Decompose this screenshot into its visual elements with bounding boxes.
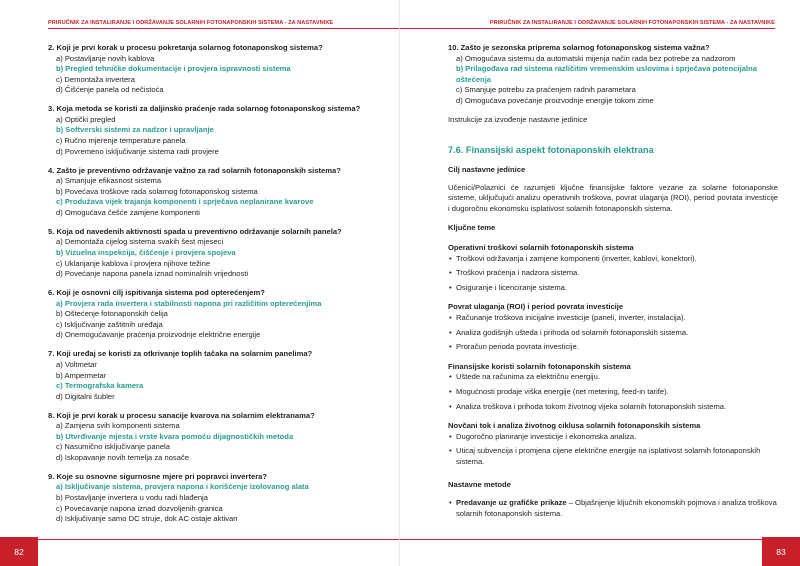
quiz-questions (48, 43, 366, 533)
topic-heading: Finansijske koristi solarnih fotonaponskih sistema (448, 361, 631, 371)
answer-option: b) Povećava troškove rada solarnog fotonaponskog sistema (56, 186, 258, 196)
method-name: Predavanje uz grafičke prikaze (456, 498, 567, 508)
answer-option: c) Demontaža invertera (56, 74, 135, 84)
bullet-item: • Uticaj subvencija i promjena cijene električne energije na isplativost solarnih fotonaponskih sistema. (448, 446, 778, 467)
answer-option: c) Isključivanje zaštitnih uređaja (56, 319, 163, 329)
answer-option: c) Nasumično isključivanje panela (56, 442, 170, 452)
question-title: 9. Koje su osnovne sigurnosne mjere pri popravci invertera? (48, 471, 268, 481)
question-title: 10. Zašto je sezonska priprema solarnog fotonaponskog sistema važna? (448, 43, 710, 52)
answer-option: a) Smanjuje efikasnost sistema (56, 176, 162, 186)
topic-heading: Operativni troškovi solarnih fotonaponskih sistema (448, 243, 634, 253)
question-6 (48, 288, 366, 341)
answer-option: d) Povremeno isključivanje sistema radi provjere (56, 146, 219, 156)
goal-text: Učenici/Polaznici će razumjeti ključne finansijske faktore vezane za solarne fotonaponske sisteme, uključujući analizu operativnih troškova, povrat ulaganja (ROI), period povrata investicije i dugoročnu ekonomsku isplativost solarnih fotonaponskih sistema. (448, 182, 778, 213)
question-5 (48, 227, 366, 280)
footer-rule (38, 539, 399, 540)
question-4 (48, 166, 366, 219)
answer-option: d) Digitalni šubler (56, 391, 115, 401)
correct-answer-option: c) Produžava vijek trajanja komponenti i sprječava neplanirane kvarove (56, 197, 314, 207)
correct-answer-option: c) Termografska kamera (56, 381, 144, 391)
answer-option: a) Omogućava sistemu da automatski mijenja način rada bez potrebe za nadzorom (456, 53, 736, 63)
answer-option: b) Postavljanje invertera u vodu radi hlađenja (56, 493, 208, 503)
question-2 (48, 43, 366, 96)
correct-answer-option: a) Isključivanje sistema, provjera napona i korišćenje izolovanog alata (56, 482, 309, 492)
question-9 (48, 472, 366, 525)
answer-option: d) Povećanje napona panela iznad nominalnih vrijednosti (56, 269, 249, 279)
answer-option: a) Postavljanje novih kablova (56, 53, 155, 63)
bullet-item: • Proračun perioda povrata investicije. (448, 342, 778, 353)
question-title: 3. Koja metoda se koristi za daljinsko praćenje rada solarnog fotonaponskog sistema? (48, 104, 361, 114)
answer-option: c) Smanjuje potrebu za praćenjem radnih parametara (456, 85, 636, 95)
question-title: 7. Koji uređaj se koristi za otkrivanje toplih tačaka na solarnim panelima? (48, 349, 313, 359)
method-item (448, 498, 778, 519)
running-header: PRIRUČNIK ZA INSTALIRANJE I ODRŽAVANJE SOLARNIH FOTONAPONSKIH SISTEMA - ZA NASTAVNIKE (48, 20, 334, 26)
methods-heading: Nastavne metode (448, 479, 511, 489)
answer-option: b) Oštećenje fotonaponskih ćelija (56, 309, 168, 319)
bullet-item: • Uštede na računima za električnu energiju. (448, 372, 778, 383)
topic-heading: Novčani tok i analiza životnog ciklusa solarnih fotonaponskih sistema (448, 421, 701, 431)
question-10 (448, 43, 778, 107)
page-number: 83 (762, 537, 800, 566)
answer-option: c) Povećavanje napona iznad dozvoljenih granica (56, 503, 223, 513)
correct-answer-option: a) Provjera rada invertera i stabilnosti napona pri različitim opterećenjima (56, 298, 322, 308)
bullet-item: • Osiguranje i licenciranje sistema. (448, 283, 778, 294)
answer-option: d) Isključivanje samo DC struje, dok AC ostaje aktivan (56, 514, 238, 524)
header-rule (48, 28, 399, 29)
answer-option: d) Omogućava povećanje proizvodnje energije tokom zime (456, 95, 654, 105)
correct-answer-option: b) Pregled tehničke dokumentacije i provjera ispravnosti sistema (56, 64, 291, 74)
correct-answer-option: b) Vizuelna inspekcija, čišćenje i provjera spojeva (56, 247, 236, 257)
bullet-item: • Troškovi održavanja i zamjene komponenti (inverter, kablovi, konektori). (448, 254, 778, 265)
answer-option: d) Iskopavanje novih temelja za nosače (56, 452, 189, 462)
bullet-item: • Računanje troškova inicijalne investicije (paneli, inverter, instalacija). (448, 313, 778, 324)
section-title: 7.6. Finansijski aspekt fotonaponskih elektrana (448, 145, 654, 156)
footer-rule (400, 539, 762, 540)
correct-answer-option: b) Utvrđivanje mjesta i vrste kvara pomoću dijagnostičkih metoda (56, 431, 294, 441)
question-title: 5. Koja od navedenih aktivnosti spada u preventivno održavanje solarnih panela? (48, 226, 342, 236)
page-number: 82 (0, 537, 38, 566)
answer-option: d) Onemogućavanje praćenja proizvodnje električne energije (56, 330, 261, 340)
bullet-item: • Analiza godišnjih ušteda i prihoda od solarnih fotonaponskih sistema. (448, 328, 778, 339)
answer-options (448, 54, 778, 107)
question-3 (48, 104, 366, 157)
correct-answer-option: b) Softverski sistemi za nadzor i upravljanje (56, 125, 214, 135)
answer-option: a) Optički pregled (56, 114, 116, 124)
answer-option: d) Čišćenje panela od nečistoća (56, 85, 164, 95)
question-7 (48, 349, 366, 402)
header-rule (400, 28, 775, 29)
question-8 (48, 411, 366, 464)
correct-answer-option: b) Prilagođava rad sistema različitim vremenskim uslovima i sprječava potencijalna oštećenja (456, 64, 757, 84)
answer-option: a) Zamjena svih komponenti sistema (56, 421, 180, 431)
bullet-item: • Mogućnosti prodaje viška energije (net metering, feed-in tarife). (448, 387, 778, 398)
question-title: 2. Koji je prvi korak u procesu pokretanja solarnog fotonaponskog sistema? (48, 43, 323, 52)
question-title: 4. Zašto je preventivno održavanje važno za rad solarnih fotonaponskih sistema? (48, 165, 341, 175)
answer-option: b) Ampermetar (56, 370, 107, 380)
answer-option: d) Omogućava češće zamjene komponenti (56, 207, 200, 217)
bullet-item: • Troškovi praćenja i nadzora sistema. (448, 268, 778, 279)
answer-option: a) Demontaža cijelog sistema svakih šest mjeseci (56, 237, 224, 247)
answer-option: c) Ručno mjerenje temperature panela (56, 136, 186, 146)
goal-heading: Cilj nastavne jedinice (448, 165, 526, 175)
bullet-item: • Dugoročno planiranje investicije i ekonomska analiza. (448, 432, 778, 443)
topics-list (448, 243, 778, 468)
answer-option: a) Voltmetar (56, 359, 97, 369)
topic-heading: Povrat ulaganja (ROI) i period povrata investicije (448, 302, 624, 312)
right-page (400, 0, 800, 566)
instructions-label: Instrukcije za izvođenje nastavne jedinice (448, 114, 588, 124)
bullet-item: • Analiza troškova i prihoda tokom životnog vijeka solarnih fotonaponskih sistema. (448, 402, 778, 413)
answer-option: c) Uklanjanje kablova i provjera njihove težine (56, 258, 211, 268)
key-topics-heading: Ključne teme (448, 223, 496, 233)
running-header: PRIRUČNIK ZA INSTALIRANJE I ODRŽAVANJE SOLARNIH FOTONAPONSKIH SISTEMA - ZA NASTAVNIKE (489, 20, 775, 26)
question-title: 8. Koji je prvi korak u procesu sanacije kvarova na solarnim elektranama? (48, 410, 315, 420)
method-text: – Objašnjenje ključnih ekonomskih pojmova i analiza troškova solarnih fotonaponskih sistema. (456, 498, 777, 518)
question-title: 6. Koji je osnovni cilj ispitivanja sistema pod opterećenjem? (48, 288, 265, 298)
right-content (448, 43, 778, 523)
